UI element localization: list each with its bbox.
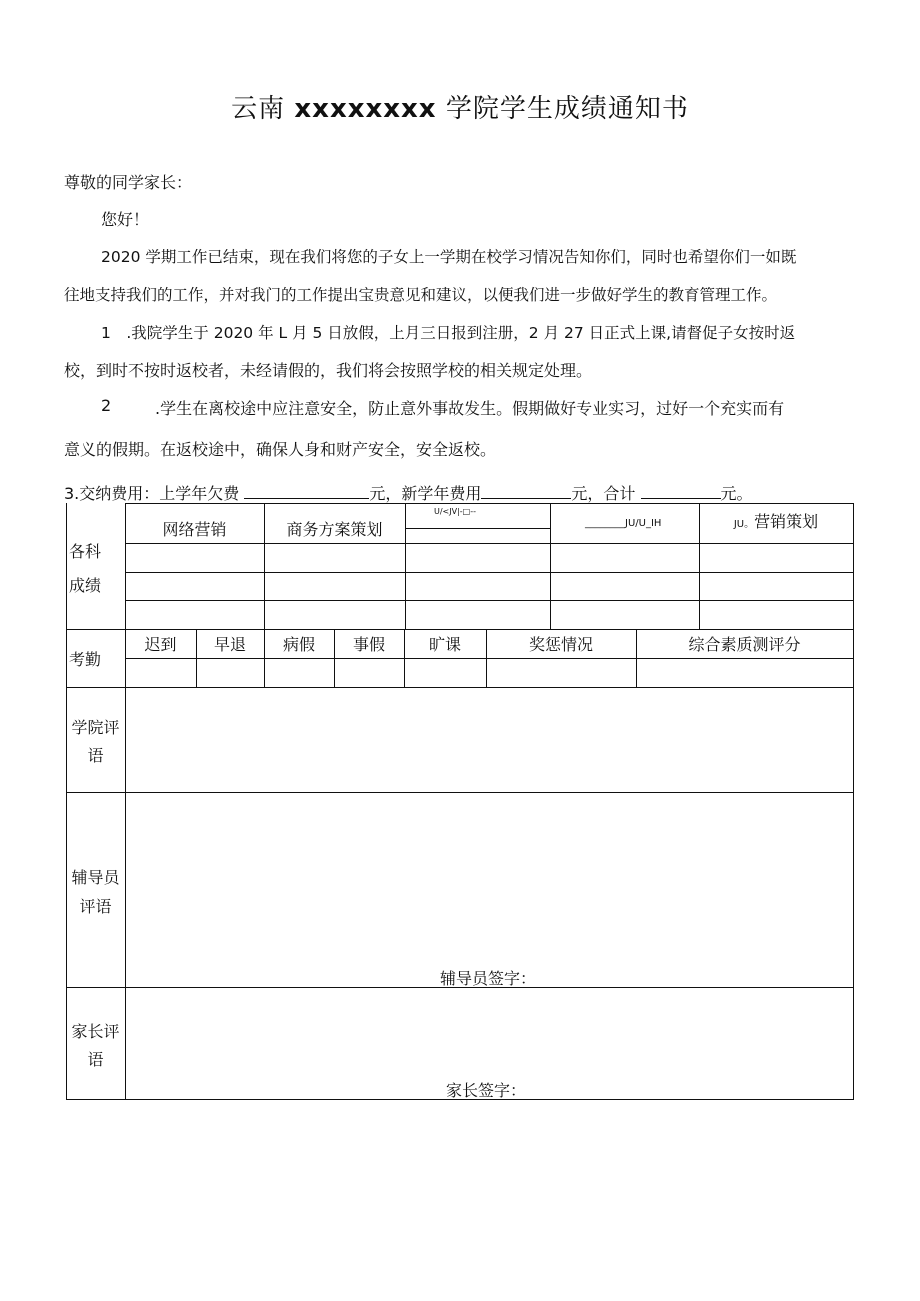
college-comment-label-2: 语 <box>87 746 104 765</box>
paragraph-3-line-1: .学生在离校途中应注意安全，防止意外事故发生。假期做好专业实习，过好一个充实而有 <box>155 399 785 418</box>
grades-label-line-2: 成绩 <box>68 576 101 595</box>
subject-business-planning: 商务方案策划 <box>286 520 383 539</box>
fees-label-new: 元，新学年费用 <box>369 484 482 503</box>
header-personal-leave: 事假 <box>352 635 385 654</box>
paragraph-3-number: 2 <box>101 396 112 415</box>
fees-label-arrears: 3.交纳费用：上学年欠费 <box>64 484 240 503</box>
paragraph-1-line-1: 2020 学期工作已结束，现在我们将您的子女上一学期在校学习情况告知你们，同时也希望你们一如既 <box>101 248 797 266</box>
fees-label-total: 元，合计 <box>571 484 636 503</box>
title-prefix: 云南 <box>231 94 286 124</box>
header-absence: 旷课 <box>428 635 461 654</box>
subject-network-marketing: 网络营销 <box>162 520 227 539</box>
title-school-name: xxxxxxxx <box>294 94 437 124</box>
arrears-blank[interactable] <box>244 484 369 499</box>
new-fee-blank[interactable] <box>481 484 571 499</box>
parent-comment-label-1: 家长评 <box>71 1022 120 1041</box>
college-comment-label-1: 学院评 <box>71 718 120 737</box>
header-rewards-penalties: 奖惩情况 <box>528 635 593 654</box>
subject-4-garbled: ________JU/U_IH <box>585 518 662 529</box>
paragraph-1-line-2: 往地支持我们的工作，并对我门的工作提出宝贵意见和建议，以便我们进一步做好学生的教育管理工作。 <box>64 286 778 304</box>
counselor-comment-label-1: 辅导员 <box>71 868 120 887</box>
page-title <box>0 88 920 125</box>
header-quality-score: 综合素质测评分 <box>688 635 801 654</box>
attendance-label: 考勤 <box>68 650 101 669</box>
parent-comment-area[interactable] <box>127 989 852 1069</box>
paragraph-3-line-2: 意义的假期。在返校途中，确保人身和财产安全，安全返校。 <box>64 440 497 459</box>
subject-marketing-planning <box>699 512 853 535</box>
counselor-comment-area[interactable] <box>127 794 852 954</box>
header-sick-leave: 病假 <box>282 635 315 654</box>
paragraph-2-line-2: 校，到时不按时返校者，未经请假的，我们将会按照学校的相关规定处理。 <box>64 361 593 380</box>
counselor-comment-label-2: 评语 <box>79 897 112 916</box>
header-leave-early: 早退 <box>213 635 246 654</box>
salutation: 尊敬的同学家长： <box>64 173 193 192</box>
college-comment-area[interactable] <box>127 689 852 791</box>
total-blank[interactable] <box>641 484 721 499</box>
header-late: 迟到 <box>144 635 177 654</box>
subject-3-garbled: U/<JV|-□-- <box>434 507 476 516</box>
parent-signature-label: 家长签字： <box>446 1081 527 1100</box>
fees-line <box>64 481 753 504</box>
parent-comment-label-2: 语 <box>87 1050 104 1069</box>
title-suffix: 学院学生成绩通知书 <box>445 94 689 124</box>
grades-label-line-1: 各科 <box>68 542 101 561</box>
subject-5-prefix: JU。 <box>733 519 755 530</box>
paragraph-2-line-1: 1 .我院学生于 2020 年 L 月 5 日放假，上月三日报到注册，2 月 27 日正式上课,请督促子女按时返 <box>101 324 796 342</box>
counselor-signature-label: 辅导员签字： <box>440 969 537 988</box>
subject-5-label: 营销策划 <box>754 512 819 531</box>
greeting: 您好！ <box>101 210 150 229</box>
fees-label-unit: 元。 <box>720 484 753 503</box>
